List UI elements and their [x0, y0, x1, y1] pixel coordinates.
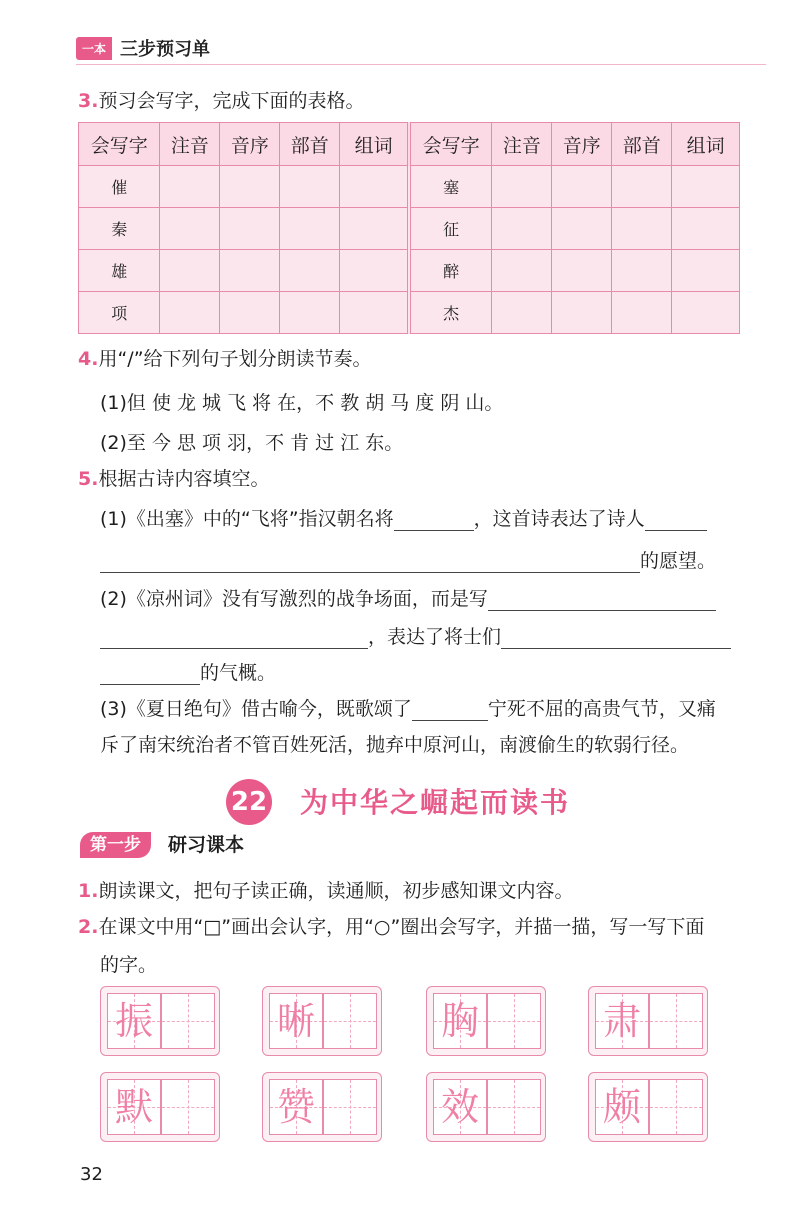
char-cell: 醉 — [409, 250, 492, 292]
s2-text: 在课文中用“□”画出会认字，用“○”圈出会写字，并描一描，写一写下面 — [98, 916, 705, 938]
q5-p2-text-c: 的气概。 — [200, 662, 277, 684]
answer-cell[interactable] — [280, 250, 340, 292]
col-header: 注音 — [492, 123, 552, 166]
header-divider — [76, 64, 766, 65]
answer-cell[interactable] — [220, 166, 280, 208]
s1-text: 朗读课文，把句子读正确，读通顺，初步感知课文内容。 — [98, 880, 574, 902]
s1-number: 1. — [78, 880, 99, 902]
q5-item-1-line-1 — [100, 504, 707, 531]
col-header: 会写字 — [79, 123, 160, 166]
step-badge: 第一步 — [80, 832, 151, 858]
page-number: 32 — [80, 1164, 103, 1185]
col-header: 会写字 — [409, 123, 492, 166]
page-header — [76, 34, 210, 62]
col-header: 音序 — [220, 123, 280, 166]
q5-p2-text-a: (2)《凉州词》没有写激烈的战争场面，而是写 — [100, 588, 488, 610]
col-header: 部首 — [612, 123, 672, 166]
writing-box[interactable] — [426, 1072, 546, 1142]
answer-cell[interactable] — [492, 250, 552, 292]
q5-item-2-line-1 — [100, 584, 716, 611]
answer-cell[interactable] — [280, 208, 340, 250]
answer-cell[interactable] — [612, 292, 672, 334]
answer-cell[interactable] — [160, 250, 220, 292]
q5-item-3-line-2: 斥了南宋统治者不管百姓死活，抛弃中原河山，南渡偷生的软弱行径。 — [100, 734, 690, 756]
blank-line[interactable] — [501, 647, 731, 649]
char-cell: 秦 — [79, 208, 160, 250]
q3-text: 预习会写字，完成下面的表格。 — [98, 90, 365, 112]
trace-char: 赞 — [276, 1085, 315, 1129]
q5-number: 5. — [78, 468, 99, 490]
answer-cell[interactable] — [612, 208, 672, 250]
trace-char: 默 — [114, 1085, 153, 1129]
q5-item-2-line-2 — [100, 622, 731, 649]
blank-line[interactable] — [645, 529, 707, 531]
answer-cell[interactable] — [672, 250, 740, 292]
q5-p2-text-b: ，表达了将士们 — [368, 626, 502, 648]
col-header: 部首 — [280, 123, 340, 166]
q5-item-1-line-2 — [100, 546, 716, 573]
writing-box[interactable] — [588, 986, 708, 1056]
header-title: 三步预习单 — [120, 39, 211, 60]
q4-number: 4. — [78, 348, 99, 370]
answer-cell[interactable] — [552, 208, 612, 250]
q5-prompt — [78, 464, 269, 491]
q5-text: 根据古诗内容填空。 — [98, 468, 270, 490]
step-title: 研习课本 — [168, 834, 245, 856]
s2-text-cont: 的字。 — [100, 954, 158, 976]
lesson-number: 22 — [226, 779, 272, 825]
lesson-title: 为中华之崛起而读书 — [300, 786, 571, 819]
q5-p1-text-c: 的愿望。 — [640, 550, 717, 572]
col-header: 注音 — [160, 123, 220, 166]
writing-box[interactable] — [262, 1072, 382, 1142]
answer-cell[interactable] — [160, 208, 220, 250]
q3-number: 3. — [78, 90, 99, 112]
char-cell: 催 — [79, 166, 160, 208]
blank-line[interactable] — [100, 571, 640, 573]
writing-box[interactable] — [262, 986, 382, 1056]
col-header: 组词 — [340, 123, 409, 166]
char-cell: 杰 — [409, 292, 492, 334]
answer-cell[interactable] — [220, 208, 280, 250]
trace-char: 振 — [114, 999, 153, 1043]
q3-prompt — [78, 86, 364, 113]
answer-cell[interactable] — [612, 166, 672, 208]
writing-box[interactable] — [588, 1072, 708, 1142]
q4-line-1: (1)但 使 龙 城 飞 将 在，不 教 胡 马 度 阴 山。 — [100, 392, 504, 414]
col-header: 音序 — [552, 123, 612, 166]
answer-cell[interactable] — [280, 292, 340, 334]
q4-line-2: (2)至 今 思 项 羽，不 肯 过 江 东。 — [100, 432, 404, 454]
answer-cell[interactable] — [340, 166, 409, 208]
answer-cell[interactable] — [552, 292, 612, 334]
q5-p3-text-a: (3)《夏日绝句》借古喻今，既歌颂了 — [100, 698, 412, 720]
answer-cell[interactable] — [340, 208, 409, 250]
q5-item-2-line-3 — [100, 658, 276, 685]
writing-box[interactable] — [100, 1072, 220, 1142]
answer-cell[interactable] — [612, 250, 672, 292]
blank-line[interactable] — [394, 529, 474, 531]
q4-text: 用“/”给下列句子划分朗读节奏。 — [98, 348, 372, 370]
blank-line[interactable] — [100, 683, 200, 685]
col-header: 组词 — [672, 123, 740, 166]
answer-cell[interactable] — [672, 208, 740, 250]
char-table — [78, 122, 740, 334]
blank-line[interactable] — [488, 609, 716, 611]
q5-p3-text-b: 宁死不屈的高贵气节，又痛 — [487, 698, 716, 720]
blank-line[interactable] — [100, 647, 368, 649]
answer-cell[interactable] — [340, 250, 409, 292]
trace-char: 颇 — [602, 1085, 641, 1129]
answer-cell[interactable] — [160, 166, 220, 208]
writing-box[interactable] — [100, 986, 220, 1056]
answer-cell[interactable] — [340, 292, 409, 334]
s2-number: 2. — [78, 916, 99, 938]
answer-cell[interactable] — [492, 166, 552, 208]
answer-cell[interactable] — [552, 250, 612, 292]
trace-char: 肃 — [602, 999, 641, 1043]
answer-cell[interactable] — [552, 166, 612, 208]
char-cell: 项 — [79, 292, 160, 334]
s2-prompt — [78, 912, 704, 939]
answer-cell[interactable] — [220, 292, 280, 334]
answer-cell[interactable] — [160, 292, 220, 334]
header-badge: 一本 — [76, 37, 112, 60]
answer-cell[interactable] — [280, 166, 340, 208]
q5-p1-text-b: ，这首诗表达了诗人 — [473, 508, 645, 530]
blank-line[interactable] — [412, 719, 488, 721]
writing-box[interactable] — [426, 986, 546, 1056]
q5-p1-text-a: (1)《出塞》中的“飞将”指汉朝名将 — [100, 508, 394, 530]
answer-cell[interactable] — [492, 292, 552, 334]
s1-prompt — [78, 876, 573, 903]
char-cell: 塞 — [409, 166, 492, 208]
answer-cell[interactable] — [672, 166, 740, 208]
char-cell: 雄 — [79, 250, 160, 292]
trace-char: 胸 — [440, 999, 479, 1043]
char-cell: 征 — [409, 208, 492, 250]
trace-char: 效 — [440, 1085, 479, 1129]
answer-cell[interactable] — [672, 292, 740, 334]
answer-cell[interactable] — [492, 208, 552, 250]
trace-char: 晰 — [276, 999, 315, 1043]
q5-item-3-line-1 — [100, 694, 716, 721]
q4-prompt — [78, 344, 372, 371]
answer-cell[interactable] — [220, 250, 280, 292]
